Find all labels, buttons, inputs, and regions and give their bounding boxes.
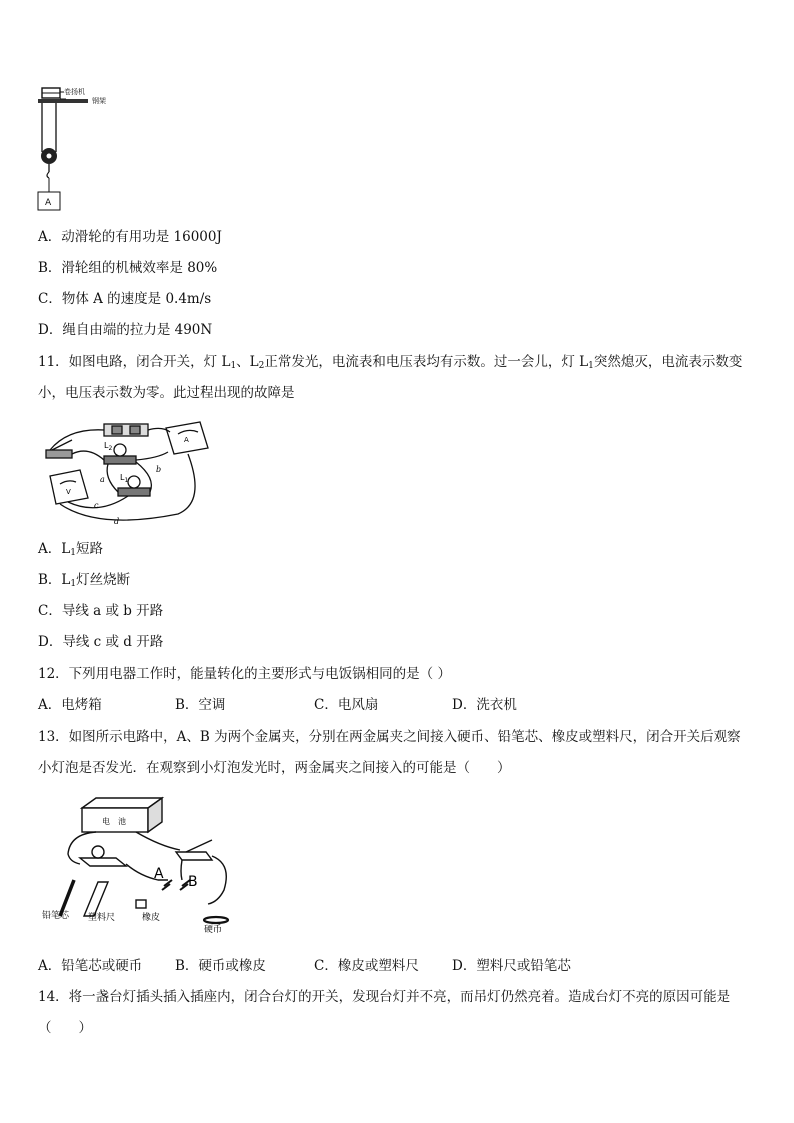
- q13-stem-line1: 13．如图所示电路中，A、B 为两个金属夹，分别在两金属夹之间接入硬币、铅笔芯、橡皮或塑料尺，闭合开关后观察: [38, 729, 741, 745]
- q10-option-c[interactable]: C．物体 A 的速度是 0.4m/s: [38, 291, 212, 307]
- circuit-figure-q11: [38, 418, 218, 530]
- lamp-l2-label: $L_2$: [104, 441, 113, 452]
- q11-opt-a-sub: 1: [70, 548, 76, 558]
- pulley-figure: [36, 84, 116, 214]
- pencil-label: 铅笔芯: [42, 911, 70, 921]
- q13-option-c[interactable]: C．橡皮或塑料尺: [314, 958, 419, 974]
- q12-option-c[interactable]: C．电风扇: [314, 697, 379, 713]
- ruler-label: 塑料尺: [88, 913, 116, 923]
- q13-option-b[interactable]: B．硬币或橡皮: [175, 958, 266, 974]
- q12-option-d[interactable]: D．洗衣机: [452, 697, 517, 713]
- block-label: A: [45, 198, 52, 208]
- q11-opt-a-post: 短路: [75, 541, 103, 557]
- wire-b-label: b: [156, 465, 162, 474]
- coin-label: 硬币: [204, 925, 223, 934]
- q10-option-d[interactable]: D．绳自由端的拉力是 490N: [38, 322, 213, 338]
- q11-text-a: 11．如图电路，闭合开关，灯 L: [38, 354, 231, 370]
- wire-a-label: a: [100, 475, 105, 484]
- q12-option-b[interactable]: B．空调: [175, 697, 226, 713]
- q11-stem-line1: [38, 353, 742, 375]
- q13-option-d[interactable]: D．塑料尺或铅笔芯: [452, 958, 571, 974]
- q10-option-b[interactable]: B．滑轮组的机械效率是 80%: [38, 260, 218, 276]
- q11-text-b: 、L: [236, 354, 259, 370]
- q11-opt-a-pre: A．L: [38, 541, 71, 557]
- circuit-figure-q13: [40, 794, 240, 934]
- q10-option-a[interactable]: A．动滑轮的有用功是 16000J: [38, 229, 222, 245]
- wire-d-label: d: [114, 517, 120, 526]
- wire-c-label: c: [94, 501, 99, 510]
- q14-stem-line2: （ ）: [38, 1020, 92, 1036]
- q13-options: [38, 957, 738, 975]
- ammeter-label: A: [184, 436, 189, 444]
- q14-stem-line1: 14．将一盏台灯插头插入插座内，闭合台灯的开关，发现台灯并不亮，而吊灯仍然亮着。造成台灯不亮的原因可能是: [38, 989, 731, 1005]
- q11-option-d[interactable]: D．导线 c 或 d 开路: [38, 634, 164, 650]
- q12-options: [38, 696, 738, 714]
- q11-stem-line2: 小，电压表示数为零。此过程出现的故障是: [38, 385, 295, 401]
- eraser-label: 橡皮: [142, 913, 161, 923]
- q13-option-a[interactable]: A．铅笔芯或硬币: [38, 958, 143, 974]
- frame-label: 钢架: [92, 97, 106, 105]
- q12-option-a[interactable]: A．电烤箱: [38, 697, 102, 713]
- q11-sub3: 1: [588, 361, 594, 371]
- q11-opt-b-sub: 1: [70, 579, 77, 589]
- q11-option-c[interactable]: C．导线 a 或 b 开路: [38, 603, 164, 619]
- clip-a-label: A: [154, 866, 164, 882]
- q11-opt-b-post: 灯丝烧断: [76, 572, 131, 588]
- q11-sub1: 1: [230, 361, 237, 371]
- q11-text-c: 正常发光，电流表和电压表均有示数。过一会儿，灯 L: [264, 354, 589, 370]
- q11-option-b[interactable]: [38, 571, 130, 593]
- q11-opt-b-pre: B．L: [38, 572, 71, 588]
- q11-sub2: 2: [258, 361, 265, 371]
- q11-option-a[interactable]: [38, 540, 103, 562]
- q11-text-d: 突然熄灭，电流表示数变: [593, 354, 743, 370]
- hoist-label: 卷扬机: [64, 88, 85, 96]
- q12-stem: 12．下列用电器工作时，能量转化的主要形式与电饭锅相同的是（ ）: [38, 666, 451, 682]
- battery-label: 电 池: [102, 817, 126, 826]
- q13-stem-line2: 小灯泡是否发光．在观察到小灯泡发光时，两金属夹之间接入的可能是（ ）: [38, 760, 511, 776]
- clip-b-label: B: [188, 874, 198, 890]
- voltmeter-label: V: [66, 488, 71, 496]
- lamp-l1-label: $L_1$: [120, 473, 129, 484]
